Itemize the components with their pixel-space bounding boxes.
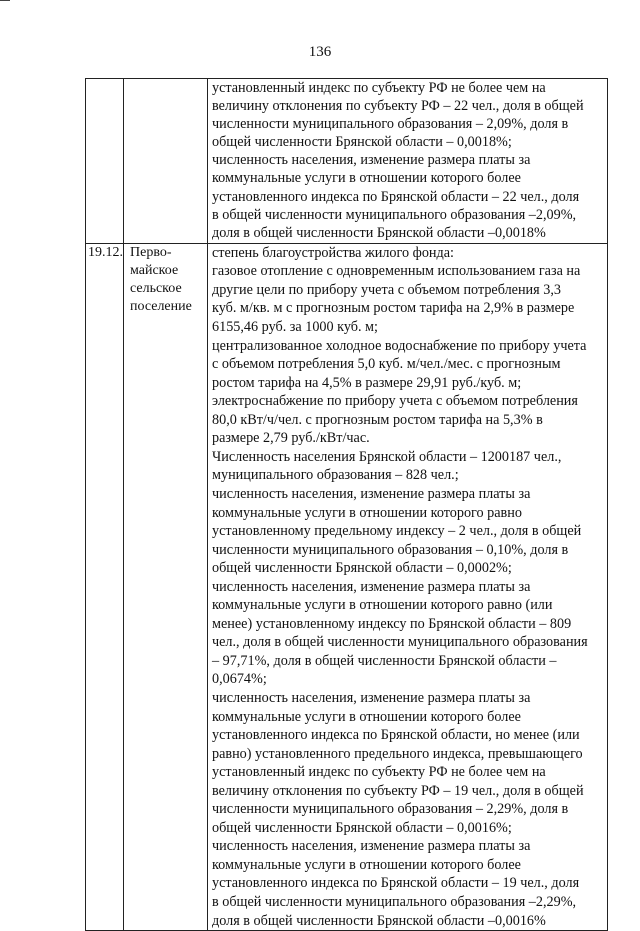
text-line: численности муниципального образования – 2,29%, доля в bbox=[212, 801, 569, 818]
text-line: коммунальные услуги в отношении которого равно bbox=[212, 504, 522, 521]
text-line: доля в общей численности Брянской области –0,0018% bbox=[212, 224, 546, 241]
text-line: 6155,46 руб. за 1000 куб. м; bbox=[212, 319, 378, 336]
text-line: установленного индекса по Брянской области – 19 чел., доля bbox=[212, 875, 580, 892]
page-number: 136 bbox=[308, 44, 332, 60]
row-number: 19.12. bbox=[86, 243, 124, 930]
text-line: коммунальные услуги в отношении которого равно (или bbox=[212, 597, 553, 614]
text-line: чел., доля в общей численности муниципального образования bbox=[212, 634, 588, 651]
document-table bbox=[85, 78, 608, 931]
text-line: коммунальные услуги в отношении которого более bbox=[212, 708, 521, 725]
text-line: установленному предельному индексу – 2 чел., доля в общей bbox=[212, 523, 582, 540]
text-line: установленного индекса по Брянской области, но менее (или bbox=[212, 727, 580, 744]
text-line: численность населения, изменение размера платы за bbox=[212, 838, 531, 855]
settlement-name-line: майское bbox=[130, 262, 179, 278]
text-line: численности муниципального образования – 2,09%, доля в bbox=[212, 116, 569, 133]
text-line: в общей численности муниципального образования –2,29%, bbox=[212, 893, 577, 910]
text-line: численность населения, изменение размера платы за bbox=[212, 578, 531, 595]
text-line: общей численности Брянской области – 0,0016%; bbox=[212, 819, 512, 836]
settlement-cell bbox=[124, 79, 208, 244]
text-line: 0,0674%; bbox=[212, 671, 267, 688]
text-line: численности муниципального образования – 0,10%, доля в bbox=[212, 541, 569, 558]
number-cell bbox=[86, 79, 124, 244]
text-line: величину отклонения по субъекту РФ – 19 чел., доля в общей bbox=[212, 782, 584, 799]
text-line: степень благоустройства жилого фонда: bbox=[212, 244, 454, 261]
text-line: численность населения, изменение размера платы за bbox=[212, 485, 531, 502]
text-line: общей численности Брянской области – 0,0018%; bbox=[212, 134, 512, 151]
text-line: равно) установленного предельного индекса, превышающего bbox=[212, 745, 583, 762]
table-row-19-12 bbox=[86, 243, 608, 930]
text-line: с объемом потребления 5,0 куб. м/чел./мес. с прогнозным bbox=[212, 356, 561, 373]
text-line: установленный индекс по субъекту РФ не более чем на bbox=[212, 80, 546, 96]
text-line: централизованное холодное водоснабжение по прибору учета bbox=[212, 337, 587, 354]
text-line: размере 2,79 руб./кВт/час. bbox=[212, 430, 370, 447]
text-line: куб. м/кв. м с прогнозным ростом тарифа на 2,9% в размере bbox=[212, 300, 575, 317]
text-line: – 97,71%, доля в общей численности Брянской области – bbox=[212, 652, 557, 669]
text-line: коммунальные услуги в отношении которого более bbox=[212, 170, 521, 187]
settlement-name-line: поселение bbox=[130, 298, 192, 314]
text-line: в общей численности муниципального образования –2,09%, bbox=[212, 206, 577, 223]
text-line: величину отклонения по субъекту РФ – 22 чел., доля в общей bbox=[212, 98, 584, 115]
text-line: доля в общей численности Брянской области –0,0016% bbox=[212, 912, 546, 929]
text-line: установленный индекс по субъекту РФ не более чем на bbox=[212, 764, 546, 781]
text-line: установленного индекса по Брянской области – 22 чел., доля bbox=[212, 188, 580, 205]
text-line: муниципального образования – 828 чел.; bbox=[212, 467, 459, 484]
text-line: 80,0 кВт/ч/чел. с прогнозным ростом тарифа на 5,3% в bbox=[212, 411, 543, 428]
settlement-name-line: Перво- bbox=[130, 244, 172, 260]
text-line: другие цели по прибору учета с объемом потребления 3,3 bbox=[212, 281, 561, 298]
text-line: общей численности Брянской области – 0,0002%; bbox=[212, 560, 512, 577]
corner-mark bbox=[0, 0, 10, 7]
text-line: ростом тарифа на 4,5% в размере 29,91 руб./куб. м; bbox=[212, 374, 522, 391]
text-line: коммунальные услуги в отношении которого более bbox=[212, 856, 521, 873]
settlement-name bbox=[124, 243, 208, 930]
text-line: электроснабжение по прибору учета с объемом потребления bbox=[212, 393, 578, 410]
text-line: численность населения, изменение размера платы за bbox=[212, 152, 531, 169]
settlement-name-line: сельское bbox=[130, 280, 182, 296]
text-line: газовое отопление с одновременным использованием газа на bbox=[212, 263, 581, 280]
table-row-continued bbox=[86, 79, 608, 244]
text-line: Численность населения Брянской области – 1200187 чел., bbox=[212, 448, 562, 465]
description-cell bbox=[208, 79, 608, 244]
text-line: численность населения, изменение размера платы за bbox=[212, 689, 531, 706]
text-line: менее) установленному индексу по Брянской области – 809 bbox=[212, 615, 572, 632]
description-cell bbox=[208, 243, 608, 930]
